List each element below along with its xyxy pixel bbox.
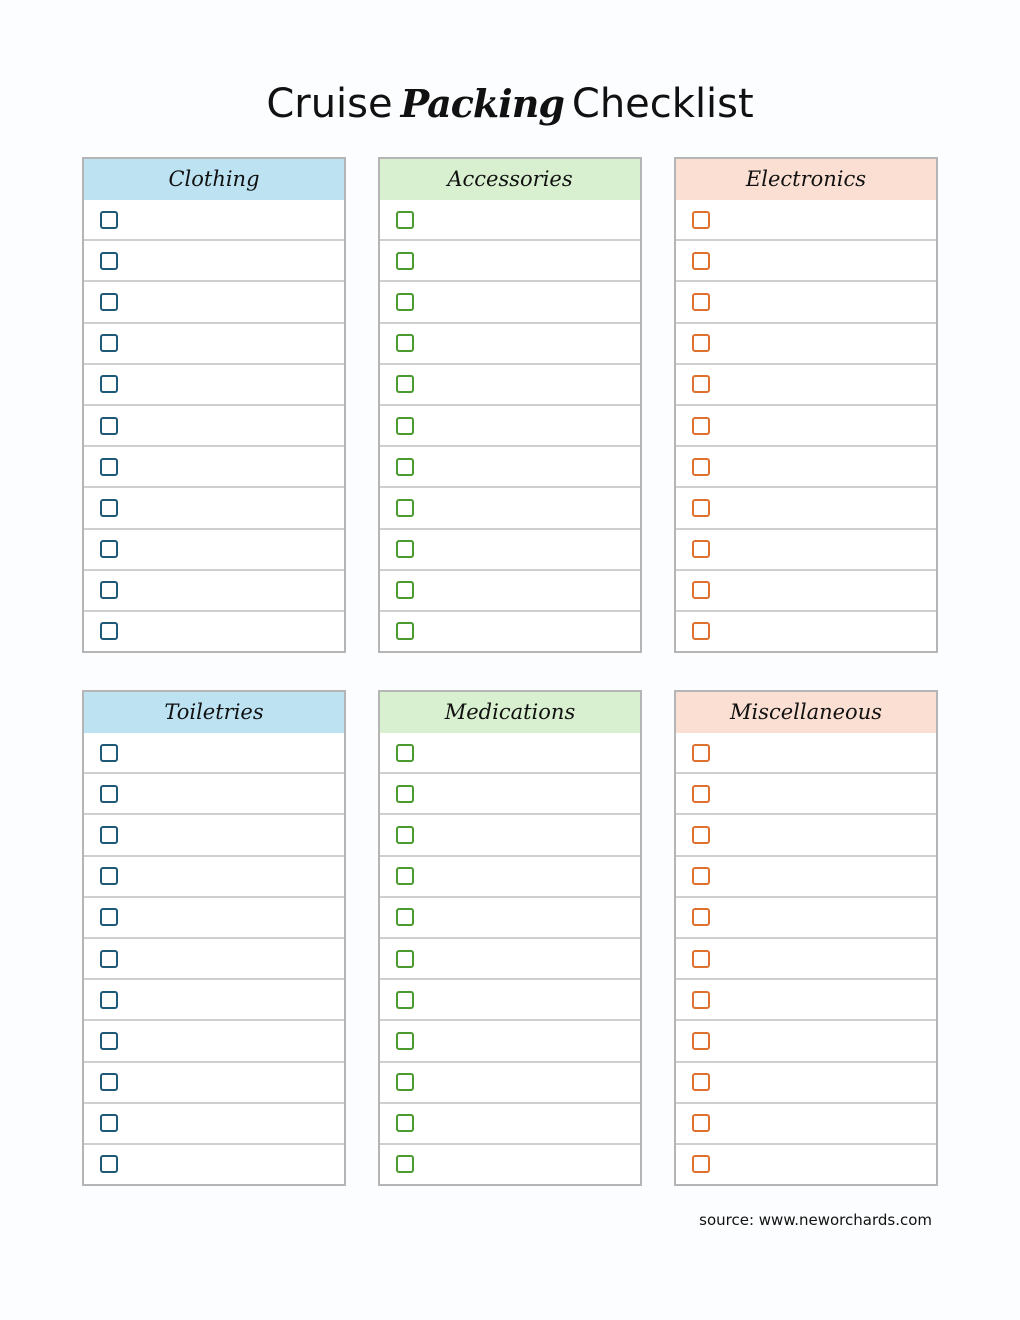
checkbox[interactable]	[692, 458, 710, 476]
checklist-row	[380, 772, 640, 813]
checkbox[interactable]	[396, 950, 414, 968]
checklist-row	[380, 1019, 640, 1060]
checkbox[interactable]	[396, 293, 414, 311]
section-items	[84, 733, 344, 1184]
checklist-row	[676, 445, 936, 486]
checklist-row	[84, 733, 344, 772]
checklist-row	[380, 363, 640, 404]
checklist-row	[84, 486, 344, 527]
checklist-row	[676, 322, 936, 363]
checkbox[interactable]	[692, 499, 710, 517]
checkbox[interactable]	[396, 540, 414, 558]
checklist-row	[380, 733, 640, 772]
checklist-grid	[82, 157, 938, 1185]
checklist-row	[676, 1019, 936, 1060]
section-items	[676, 200, 936, 651]
checklist-row	[380, 200, 640, 239]
checkbox[interactable]	[100, 540, 118, 558]
checklist-row	[380, 1102, 640, 1143]
checkbox[interactable]	[100, 458, 118, 476]
section-header: Miscellaneous	[676, 692, 936, 733]
checkbox[interactable]	[100, 1155, 118, 1173]
checklist-row	[380, 239, 640, 280]
section-header: Medications	[380, 692, 640, 733]
checklist-row	[84, 772, 344, 813]
checkbox[interactable]	[396, 1073, 414, 1091]
checklist-row	[84, 569, 344, 610]
checklist-row	[84, 239, 344, 280]
checklist-row	[380, 280, 640, 321]
checkbox[interactable]	[396, 581, 414, 599]
checklist-row	[84, 363, 344, 404]
section-clothing	[82, 157, 346, 653]
checklist-row	[676, 280, 936, 321]
checkbox[interactable]	[692, 211, 710, 229]
checkbox[interactable]	[692, 252, 710, 270]
checkbox[interactable]	[692, 867, 710, 885]
section-row-top	[82, 157, 938, 652]
checklist-row	[380, 404, 640, 445]
title-part-checklist: Checklist	[571, 81, 754, 127]
checkbox[interactable]	[396, 1032, 414, 1050]
section-toiletries	[82, 690, 346, 1186]
checklist-row	[676, 1061, 936, 1102]
checkbox[interactable]	[396, 1155, 414, 1173]
checkbox[interactable]	[100, 1032, 118, 1050]
checkbox[interactable]	[692, 581, 710, 599]
checkbox[interactable]	[100, 334, 118, 352]
checkbox[interactable]	[100, 293, 118, 311]
checkbox[interactable]	[396, 252, 414, 270]
checkbox[interactable]	[396, 622, 414, 640]
checklist-row	[380, 855, 640, 896]
title-part-cruise: Cruise	[266, 81, 393, 127]
checklist-row	[380, 610, 640, 651]
checklist-row	[676, 978, 936, 1019]
checkbox[interactable]	[692, 1073, 710, 1091]
checklist-row	[380, 896, 640, 937]
checkbox[interactable]	[100, 417, 118, 435]
checklist-row	[676, 855, 936, 896]
checkbox[interactable]	[396, 744, 414, 762]
checklist-row	[676, 404, 936, 445]
checkbox[interactable]	[100, 622, 118, 640]
section-header: Electronics	[676, 159, 936, 200]
checklist-row	[676, 1143, 936, 1184]
checklist-row	[380, 937, 640, 978]
checkbox[interactable]	[100, 499, 118, 517]
checkbox[interactable]	[692, 417, 710, 435]
checkbox[interactable]	[692, 293, 710, 311]
checkbox[interactable]	[692, 540, 710, 558]
checkbox[interactable]	[692, 950, 710, 968]
checkbox[interactable]	[100, 1073, 118, 1091]
checkbox[interactable]	[100, 950, 118, 968]
checklist-row	[84, 445, 344, 486]
checkbox[interactable]	[692, 908, 710, 926]
checkbox[interactable]	[692, 622, 710, 640]
checkbox[interactable]	[396, 458, 414, 476]
checkbox[interactable]	[692, 1155, 710, 1173]
section-row-bottom	[82, 690, 938, 1185]
checkbox[interactable]	[100, 908, 118, 926]
checklist-row	[380, 528, 640, 569]
checklist-row	[676, 610, 936, 651]
checklist-row	[676, 486, 936, 527]
checkbox[interactable]	[100, 211, 118, 229]
checklist-row	[84, 528, 344, 569]
checkbox[interactable]	[396, 991, 414, 1009]
checklist-row	[380, 322, 640, 363]
checkbox[interactable]	[100, 252, 118, 270]
checkbox[interactable]	[396, 826, 414, 844]
checklist-row	[676, 733, 936, 772]
checklist-row	[676, 363, 936, 404]
checklist-row	[676, 569, 936, 610]
checkbox[interactable]	[692, 744, 710, 762]
checklist-row	[380, 569, 640, 610]
checklist-row	[380, 1061, 640, 1102]
checklist-row	[380, 486, 640, 527]
checklist-row	[84, 404, 344, 445]
checkbox[interactable]	[100, 867, 118, 885]
checkbox[interactable]	[396, 867, 414, 885]
source-credit: source: www.neworchards.com	[699, 1211, 932, 1229]
checklist-row	[84, 1102, 344, 1143]
checkbox[interactable]	[100, 375, 118, 393]
section-items	[676, 733, 936, 1184]
section-header: Accessories	[380, 159, 640, 200]
checklist-row	[676, 813, 936, 854]
checklist-row	[676, 528, 936, 569]
checklist-row	[380, 978, 640, 1019]
checklist-row	[676, 937, 936, 978]
checkbox[interactable]	[396, 211, 414, 229]
checkbox[interactable]	[396, 375, 414, 393]
checklist-row	[84, 200, 344, 239]
section-accessories	[378, 157, 642, 653]
checklist-row	[676, 772, 936, 813]
section-medications	[378, 690, 642, 1186]
section-items	[380, 200, 640, 651]
checkbox[interactable]	[692, 826, 710, 844]
checkbox[interactable]	[692, 1032, 710, 1050]
checklist-row	[380, 813, 640, 854]
title-part-packing: Packing	[400, 81, 564, 126]
checkbox[interactable]	[692, 1114, 710, 1132]
section-items	[380, 733, 640, 1184]
checklist-row	[84, 1143, 344, 1184]
section-header: Clothing	[84, 159, 344, 200]
checklist-row	[84, 1061, 344, 1102]
checkbox[interactable]	[100, 744, 118, 762]
checkbox[interactable]	[396, 499, 414, 517]
checklist-row	[84, 978, 344, 1019]
checklist-row	[84, 855, 344, 896]
checklist-row	[84, 896, 344, 937]
checklist-row	[676, 896, 936, 937]
checkbox[interactable]	[692, 991, 710, 1009]
checkbox[interactable]	[396, 785, 414, 803]
checklist-row	[84, 1019, 344, 1060]
checklist-row	[84, 813, 344, 854]
checklist-row	[84, 937, 344, 978]
section-header: Toiletries	[84, 692, 344, 733]
page-title	[0, 78, 1020, 130]
checkbox[interactable]	[100, 826, 118, 844]
checkbox[interactable]	[396, 1114, 414, 1132]
checklist-row	[84, 280, 344, 321]
checkbox[interactable]	[100, 581, 118, 599]
section-miscellaneous	[674, 690, 938, 1186]
checkbox[interactable]	[100, 1114, 118, 1132]
checklist-row	[676, 200, 936, 239]
checkbox[interactable]	[396, 417, 414, 435]
checklist-row	[380, 1143, 640, 1184]
checkbox[interactable]	[100, 785, 118, 803]
checkbox[interactable]	[100, 991, 118, 1009]
checklist-row	[84, 322, 344, 363]
checkbox[interactable]	[692, 334, 710, 352]
checklist-row	[84, 610, 344, 651]
checklist-row	[676, 239, 936, 280]
section-electronics	[674, 157, 938, 653]
checkbox[interactable]	[396, 908, 414, 926]
checklist-row	[380, 445, 640, 486]
checklist-row	[676, 1102, 936, 1143]
checkbox[interactable]	[692, 375, 710, 393]
checkbox[interactable]	[692, 785, 710, 803]
section-items	[84, 200, 344, 651]
checkbox[interactable]	[396, 334, 414, 352]
